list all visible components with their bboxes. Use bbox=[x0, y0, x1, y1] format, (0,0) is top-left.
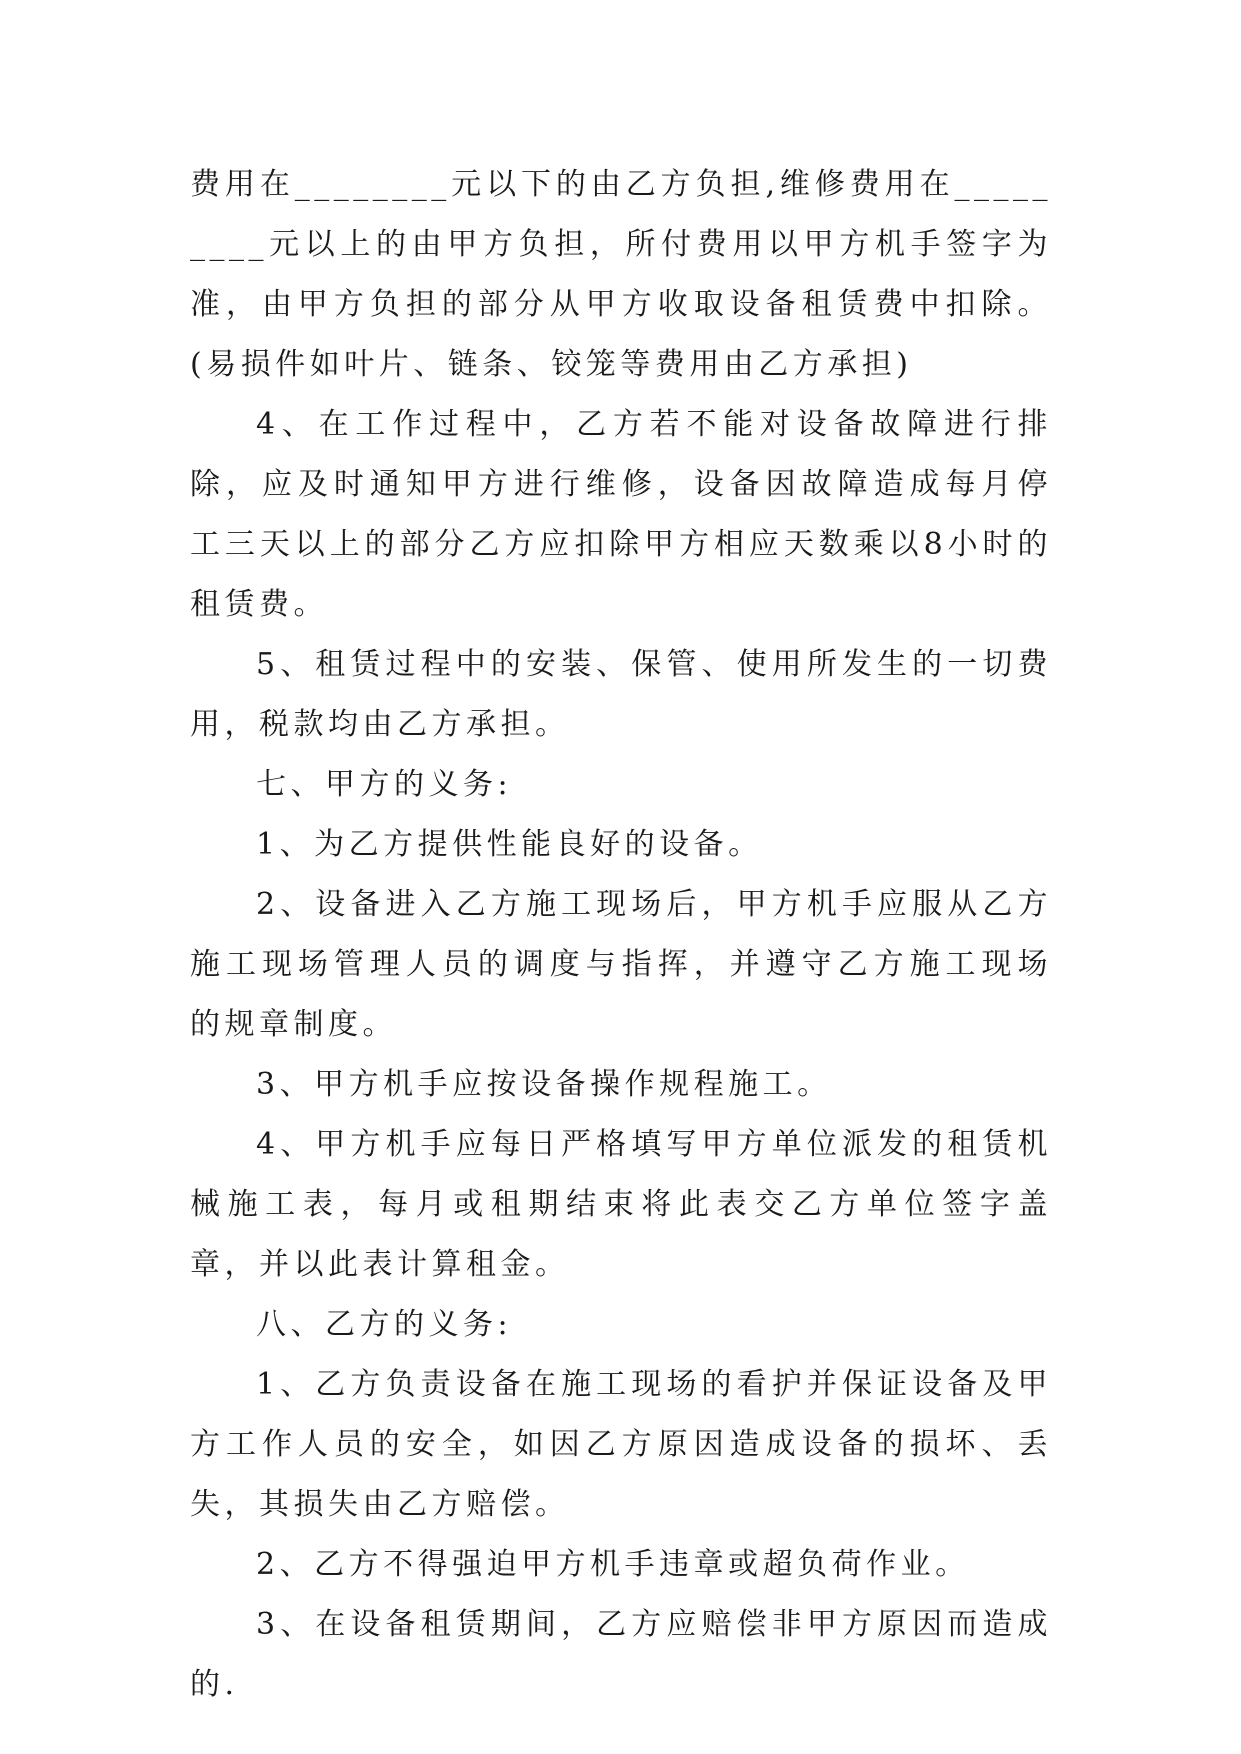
paragraph-clause-5-costs: 5、租赁过程中的安装、保管、使用所发生的一切费用，税款均由乙方承担。 bbox=[190, 647, 1052, 742]
section-heading-party-a-obligations: 七、甲方的义务: bbox=[256, 767, 513, 802]
section-heading-party-b-obligations: 八、乙方的义务: bbox=[256, 1307, 513, 1342]
paragraph-a-clause-2: 2、设备进入乙方施工现场后，甲方机手应服从乙方施工现场管理人员的调度与指挥，并遵守乙方施工现场的规章制度。 bbox=[190, 887, 1052, 1042]
paragraph-a-clause-4: 4、甲方机手应每日严格填写甲方单位派发的租赁机械施工表，每月或租期结束将此表交乙方单位签字盖章，并以此表计算租金。 bbox=[190, 1127, 1052, 1282]
paragraph-b-clause-1: 1、乙方负责设备在施工现场的看护并保证设备及甲方工作人员的安全，如因乙方原因造成设备的损坏、丢失，其损失由乙方赔偿。 bbox=[190, 1367, 1052, 1522]
paragraph-repair-cost: 费用在________元以下的由乙方负担,维修费用在_________元以上的由甲方负担，所付费用以甲方机手签字为准，由甲方负担的部分从甲方收取设备租赁费中扣除。(易损件如叶片、链条、铰笼等费用由乙方承担) bbox=[190, 167, 1052, 382]
document-body bbox=[190, 155, 1052, 1715]
paragraph-b-clause-3: 3、在设备租赁期间，乙方应赔偿非甲方原因而造成的. bbox=[190, 1607, 1052, 1702]
paragraph-a-clause-1: 1、为乙方提供性能良好的设备。 bbox=[256, 827, 763, 862]
paragraph-clause-4-fault: 4、在工作过程中，乙方若不能对设备故障进行排除，应及时通知甲方进行维修，设备因故障造成每月停工三天以上的部分乙方应扣除甲方相应天数乘以8小时的租赁费。 bbox=[190, 407, 1052, 622]
paragraph-b-clause-2: 2、乙方不得强迫甲方机手违章或超负荷作业。 bbox=[256, 1547, 970, 1582]
paragraph-a-clause-3: 3、甲方机手应按设备操作规程施工。 bbox=[256, 1067, 832, 1102]
